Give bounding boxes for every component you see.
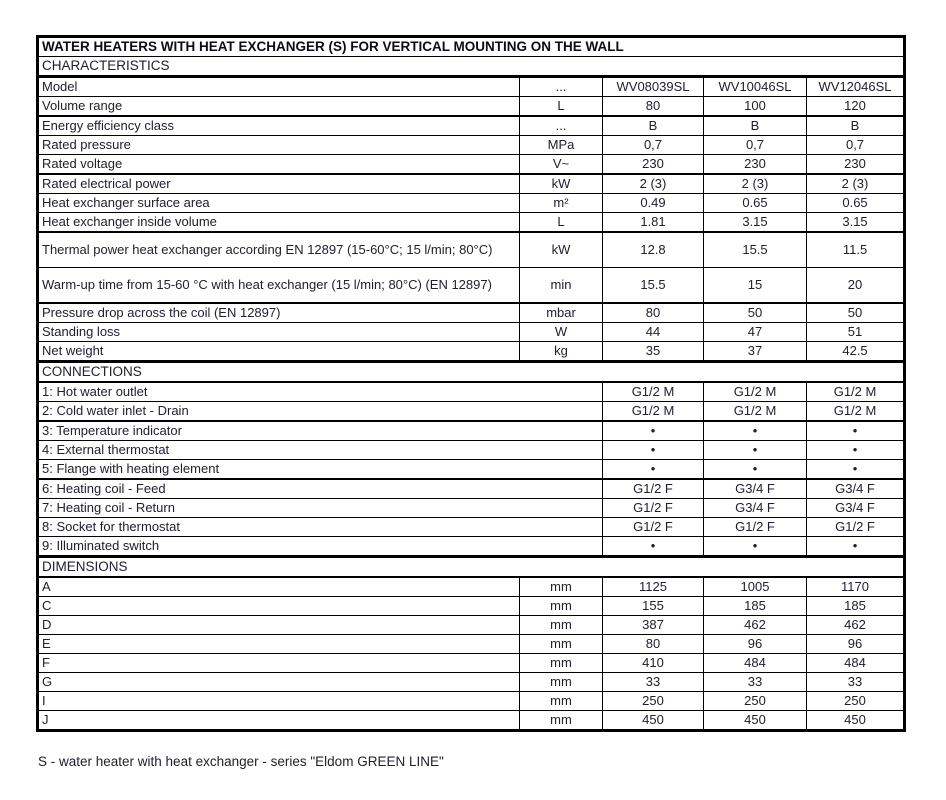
table-row (38, 635, 905, 654)
row-label: E (38, 635, 520, 654)
row-value: 96 (704, 635, 807, 654)
row-label: Net weight (38, 342, 520, 362)
row-value: 15.5 (603, 268, 704, 304)
row-value: WV12046SL (807, 77, 905, 97)
row-value: 462 (704, 616, 807, 635)
table-row (38, 654, 905, 673)
row-value: 0,7 (603, 136, 704, 155)
row-value: 80 (603, 635, 704, 654)
row-value: 1170 (807, 577, 905, 597)
table-row (38, 155, 905, 175)
row-value: G3/4 F (704, 499, 807, 518)
row-unit: kg (520, 342, 603, 362)
table-row (38, 323, 905, 342)
row-value: 96 (807, 635, 905, 654)
row-label: 5: Flange with heating element (38, 460, 603, 480)
section-header-dimensions (38, 557, 905, 578)
row-value: 410 (603, 654, 704, 673)
table-row (38, 692, 905, 711)
table-row (38, 577, 905, 597)
row-value: G3/4 F (807, 479, 905, 499)
table-row (38, 711, 905, 731)
row-value: • (704, 537, 807, 557)
row-unit: mm (520, 616, 603, 635)
row-value: G1/2 M (807, 402, 905, 422)
table-row (38, 499, 905, 518)
row-value: 44 (603, 323, 704, 342)
row-value: 50 (704, 303, 807, 323)
row-unit: min (520, 268, 603, 304)
row-unit: mm (520, 673, 603, 692)
row-value: • (807, 421, 905, 441)
row-label: 7: Heating coil - Return (38, 499, 603, 518)
row-value: 387 (603, 616, 704, 635)
row-value: 185 (807, 597, 905, 616)
row-value: 15 (704, 268, 807, 304)
row-label: 6: Heating coil - Feed (38, 479, 603, 499)
footer-note: S - water heater with heat exchanger - series "Eldom GREEN LINE" (38, 754, 444, 769)
row-unit: mm (520, 711, 603, 731)
row-value: 33 (704, 673, 807, 692)
table-row (38, 421, 905, 441)
table-row (38, 268, 905, 304)
row-unit: L (520, 213, 603, 233)
row-unit: L (520, 97, 603, 117)
row-value: 20 (807, 268, 905, 304)
row-value: • (603, 441, 704, 460)
row-value: 2 (3) (603, 174, 704, 194)
row-value: 12.8 (603, 232, 704, 268)
row-value: 33 (603, 673, 704, 692)
row-label: 2: Cold water inlet - Drain (38, 402, 603, 422)
row-value: 47 (704, 323, 807, 342)
row-value: 50 (807, 303, 905, 323)
row-unit: MPa (520, 136, 603, 155)
row-value: 450 (704, 711, 807, 731)
row-label: Rated pressure (38, 136, 520, 155)
row-label: Heat exchanger inside volume (38, 213, 520, 233)
row-value: G1/2 M (603, 402, 704, 422)
row-value: 250 (603, 692, 704, 711)
row-value: G1/2 F (807, 518, 905, 537)
row-value: 80 (603, 303, 704, 323)
row-label: Standing loss (38, 323, 520, 342)
row-value: G1/2 M (807, 382, 905, 402)
spec-table-body (38, 37, 905, 731)
row-value: 450 (603, 711, 704, 731)
table-row (38, 232, 905, 268)
row-label: 3: Temperature indicator (38, 421, 603, 441)
row-unit: mm (520, 654, 603, 673)
section-header-connections (38, 362, 905, 383)
row-label: 8: Socket for thermostat (38, 518, 603, 537)
row-label: D (38, 616, 520, 635)
row-unit: W (520, 323, 603, 342)
row-label: Rated electrical power (38, 174, 520, 194)
row-value: 2 (3) (807, 174, 905, 194)
row-value: 0,7 (704, 136, 807, 155)
row-unit: m² (520, 194, 603, 213)
table-title: WATER HEATERS WITH HEAT EXCHANGER (S) FOR VERTICAL MOUNTING ON THE WALL (38, 37, 905, 57)
table-row (38, 136, 905, 155)
row-label: Volume range (38, 97, 520, 117)
row-label: Heat exchanger surface area (38, 194, 520, 213)
row-value: 250 (807, 692, 905, 711)
row-value: • (603, 460, 704, 480)
row-value: • (807, 537, 905, 557)
row-value: G1/2 F (603, 518, 704, 537)
row-label: F (38, 654, 520, 673)
table-row (38, 382, 905, 402)
row-value: B (807, 116, 905, 136)
row-value: • (704, 460, 807, 480)
table-row (38, 518, 905, 537)
row-value: G3/4 F (807, 499, 905, 518)
section-title: CHARACTERISTICS (38, 57, 905, 77)
table-row (38, 537, 905, 557)
row-value: 0.65 (704, 194, 807, 213)
spec-table (36, 35, 906, 732)
row-value: 450 (807, 711, 905, 731)
section-title: DIMENSIONS (38, 557, 905, 578)
row-label: 4: External thermostat (38, 441, 603, 460)
row-value: • (704, 441, 807, 460)
row-value: 0,7 (807, 136, 905, 155)
row-label: Energy efficiency class (38, 116, 520, 136)
row-label: Rated voltage (38, 155, 520, 175)
section-header-characteristics (38, 57, 905, 77)
row-label: Pressure drop across the coil (EN 12897) (38, 303, 520, 323)
row-label: C (38, 597, 520, 616)
row-label: A (38, 577, 520, 597)
row-value: 185 (704, 597, 807, 616)
table-title-row (38, 37, 905, 57)
row-value: 100 (704, 97, 807, 117)
row-value: • (807, 460, 905, 480)
row-label: 9: Illuminated switch (38, 537, 603, 557)
row-value: 0.65 (807, 194, 905, 213)
table-row (38, 174, 905, 194)
row-unit: kW (520, 174, 603, 194)
row-value: 42.5 (807, 342, 905, 362)
row-value: 230 (704, 155, 807, 175)
row-value: WV10046SL (704, 77, 807, 97)
row-unit: mbar (520, 303, 603, 323)
row-value: 1005 (704, 577, 807, 597)
row-value: 120 (807, 97, 905, 117)
row-label: 1: Hot water outlet (38, 382, 603, 402)
row-value: 1.81 (603, 213, 704, 233)
row-label: Warm-up time from 15-60 °C with heat exchanger (15 l/min; 80°C) (EN 12897) (38, 268, 520, 304)
row-value: 1125 (603, 577, 704, 597)
row-value: G1/2 M (603, 382, 704, 402)
table-row (38, 213, 905, 233)
table-row (38, 116, 905, 136)
row-unit: mm (520, 692, 603, 711)
row-value: 462 (807, 616, 905, 635)
row-label: Model (38, 77, 520, 97)
row-unit: mm (520, 577, 603, 597)
row-label: I (38, 692, 520, 711)
row-value: 0.49 (603, 194, 704, 213)
row-value: 80 (603, 97, 704, 117)
row-label: Thermal power heat exchanger according EN 12897 (15-60°C; 15 l/min; 80°C) (38, 232, 520, 268)
row-value: WV08039SL (603, 77, 704, 97)
section-title: CONNECTIONS (38, 362, 905, 383)
row-value: G1/2 F (603, 499, 704, 518)
row-value: 230 (603, 155, 704, 175)
row-unit: kW (520, 232, 603, 268)
row-value: 37 (704, 342, 807, 362)
row-value: • (807, 441, 905, 460)
row-unit: mm (520, 597, 603, 616)
row-value: 51 (807, 323, 905, 342)
row-value: G1/2 M (704, 382, 807, 402)
table-row (38, 479, 905, 499)
table-row (38, 402, 905, 422)
table-row (38, 303, 905, 323)
row-value: G1/2 F (603, 479, 704, 499)
row-value: • (603, 421, 704, 441)
row-unit: mm (520, 635, 603, 654)
row-value: 15.5 (704, 232, 807, 268)
row-value: 33 (807, 673, 905, 692)
row-value: B (704, 116, 807, 136)
row-unit: V~ (520, 155, 603, 175)
table-row (38, 616, 905, 635)
row-unit: ... (520, 116, 603, 136)
row-value: G3/4 F (704, 479, 807, 499)
row-unit: ... (520, 77, 603, 97)
table-row (38, 441, 905, 460)
row-value: 3.15 (704, 213, 807, 233)
row-value: • (704, 421, 807, 441)
row-value: 2 (3) (704, 174, 807, 194)
table-row (38, 460, 905, 480)
row-label: G (38, 673, 520, 692)
row-value: 230 (807, 155, 905, 175)
row-label: J (38, 711, 520, 731)
table-row (38, 597, 905, 616)
table-row (38, 342, 905, 362)
row-value: 35 (603, 342, 704, 362)
row-value: G1/2 M (704, 402, 807, 422)
row-value: G1/2 F (704, 518, 807, 537)
row-value: 250 (704, 692, 807, 711)
table-row (38, 77, 905, 97)
row-value: 11.5 (807, 232, 905, 268)
row-value: 484 (807, 654, 905, 673)
row-value: B (603, 116, 704, 136)
table-row (38, 673, 905, 692)
table-row (38, 97, 905, 117)
table-row (38, 194, 905, 213)
row-value: 155 (603, 597, 704, 616)
row-value: • (603, 537, 704, 557)
row-value: 484 (704, 654, 807, 673)
row-value: 3.15 (807, 213, 905, 233)
